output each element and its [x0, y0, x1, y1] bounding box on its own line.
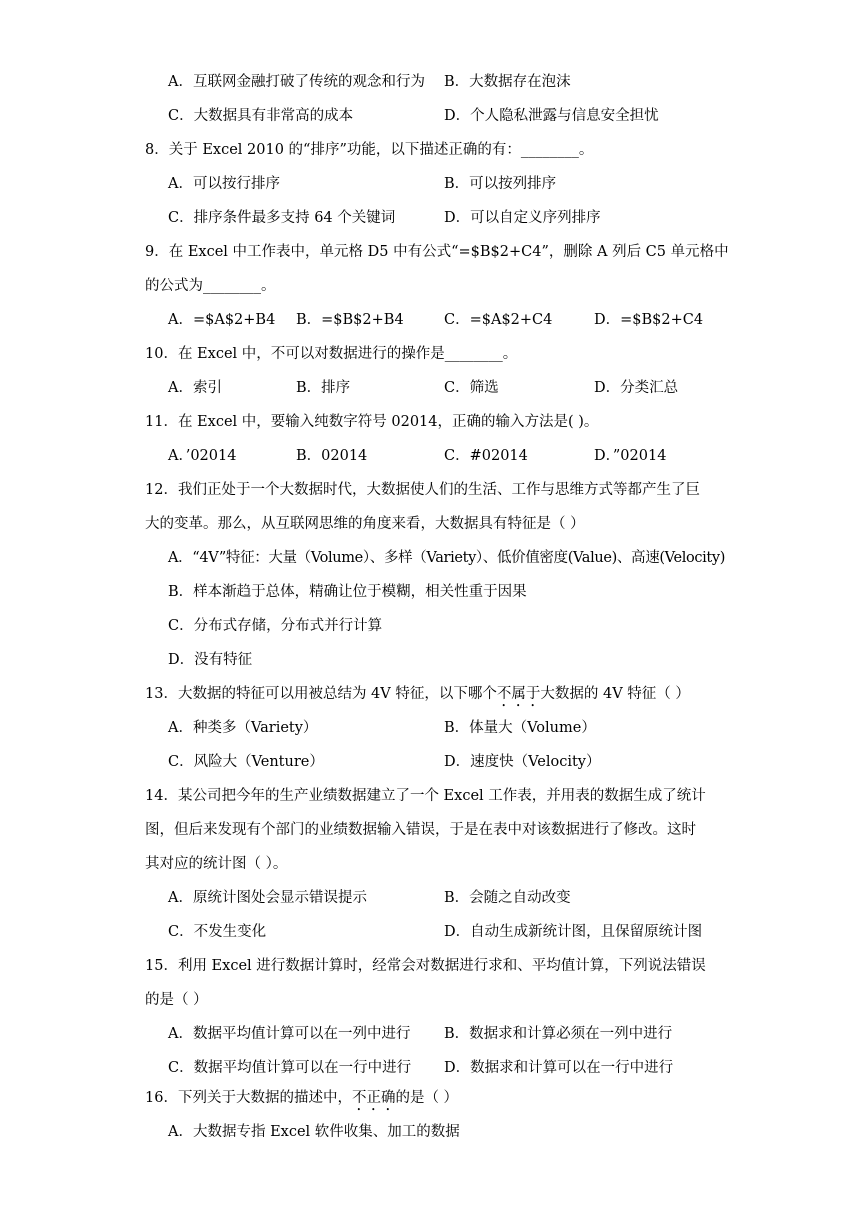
q12-option-a-row [0, 541, 860, 575]
q14-options-row-2 [0, 915, 860, 949]
q9-option-a: A．=$A$2+B4 [168, 312, 276, 328]
q13-text [145, 677, 690, 711]
q15-text-1: 15．利用 Excel 进行数据计算时，经常会对数据进行求和、平均值计算，下列说法错误 [145, 958, 706, 974]
q11-option-b: B．02014 [296, 448, 368, 464]
q13-stem [0, 677, 860, 711]
q13-options-row-1 [0, 711, 860, 745]
q14-text-3: 其对应的统计图（ ）。 [145, 856, 288, 872]
q10-options [0, 371, 860, 405]
q8-option-d: D．可以自定义序列排序 [444, 210, 601, 226]
q10-option-a: A．索引 [168, 380, 222, 396]
q16-stem [0, 1081, 860, 1115]
q11-stem [0, 405, 860, 439]
q13-emphasis: 不属于 [496, 686, 541, 702]
q9-option-b: B．=$B$2+B4 [296, 312, 404, 328]
q12-stem-line-2 [0, 507, 860, 541]
q7-option-b: B．大数据存在泡沫 [444, 74, 571, 90]
q16-text-pre: 16．下列关于大数据的描述中， [145, 1090, 352, 1106]
q15-text-2: 的是（ ） [145, 992, 208, 1008]
q16-text-post: 的是（ ） [395, 1090, 459, 1106]
q14-option-d: D．自动生成新统计图，且保留原统计图 [444, 924, 703, 940]
q9-stem-line-1 [0, 235, 860, 269]
q11-option-d: D．”02014 [594, 448, 667, 464]
q9-text-1: 9．在 Excel 中工作表中，单元格 D5 中有公式“=$B$2+C4”，删除 A 列后 C5 单元格中 [145, 244, 729, 260]
q15-option-d: D．数据求和计算可以在一行中进行 [444, 1060, 674, 1076]
q14-stem-line-1 [0, 779, 860, 813]
q12-option-b: B．样本渐趋于总体，精确让位于模糊，相关性重于因果 [168, 584, 527, 600]
q8-option-b: B．可以按列排序 [444, 176, 557, 192]
q15-option-b: B．数据求和计算必须在一列中进行 [444, 1026, 673, 1042]
q7-options-row-2 [0, 99, 860, 133]
q15-option-a: A．数据平均值计算可以在一列中进行 [168, 1026, 411, 1042]
q13-text-pre: 13．大数据的特征可以用被总结为 4V 特征，以下哪个 [145, 686, 497, 702]
q12-option-d-row [0, 643, 860, 677]
q12-option-c: C．分布式存储，分布式并行计算 [168, 618, 383, 634]
q9-option-d: D．=$B$2+C4 [594, 312, 704, 328]
q7-options-row-1 [0, 65, 860, 99]
q8-options-row-1 [0, 167, 860, 201]
q9-stem-line-2 [0, 269, 860, 303]
q14-options-row-1 [0, 881, 860, 915]
q13-option-b: B．体量大（Volume） [444, 720, 596, 736]
q12-option-c-row [0, 609, 860, 643]
q16-option-a-row [0, 1115, 860, 1149]
q7-option-a: A．互联网金融打破了传统的观念和行为 [168, 74, 425, 90]
q15-stem-line-1 [0, 949, 860, 983]
q13-options-row-2 [0, 745, 860, 779]
q12-stem-line-1 [0, 473, 860, 507]
q13-option-a: A．种类多（Variety） [168, 720, 318, 736]
q10-option-b: B．排序 [296, 380, 351, 396]
q14-option-a: A．原统计图处会显示错误提示 [168, 890, 367, 906]
q14-text-2: 图，但后来发现有个部门的业绩数据输入错误，于是在表中对该数据进行了修改。这时 [145, 822, 696, 838]
q11-text: 11．在 Excel 中，要输入纯数字符号 02014，正确的输入方法是( )。 [145, 414, 599, 430]
q10-stem [0, 337, 860, 371]
q15-option-c: C．数据平均值计算可以在一行中进行 [168, 1060, 412, 1076]
q14-stem-line-2 [0, 813, 860, 847]
q10-option-d: D．分类汇总 [594, 380, 679, 396]
q10-text: 10．在 Excel 中，不可以对数据进行的操作是________。 [145, 346, 518, 362]
q11-option-c: C．#02014 [444, 448, 528, 464]
q14-text-1: 14．某公司把今年的生产业绩数据建立了一个 Excel 工作表，并用表的数据生成了统计 [145, 788, 706, 804]
q9-text-2: 的公式为________。 [145, 278, 276, 294]
q8-stem [0, 133, 860, 167]
q15-options-row-1 [0, 1017, 860, 1051]
q14-stem-line-3 [0, 847, 860, 881]
q16-text [145, 1081, 458, 1115]
q11-options [0, 439, 860, 473]
q12-option-a: A．“4V”特征：大量（Volume）、多样（Variety）、低价值密度(Value)、高速(Velocity) [168, 550, 726, 566]
q12-text-1: 12．我们正处于一个大数据时代，大数据使人们的生活、工作与思维方式等都产生了巨 [145, 482, 700, 498]
q14-option-c: C．不发生变化 [168, 924, 267, 940]
q15-stem-line-2 [0, 983, 860, 1017]
q14-option-b: B．会随之自动改变 [444, 890, 571, 906]
q13-option-d: D．速度快（Velocity） [444, 754, 601, 770]
q12-option-d: D．没有特征 [168, 652, 253, 668]
q13-text-post: 大数据的 4V 特征（ ） [540, 686, 690, 702]
q8-options-row-2 [0, 201, 860, 235]
q7-option-d: D．个人隐私泄露与信息安全担忧 [444, 108, 659, 124]
q7-option-c: C．大数据具有非常高的成本 [168, 108, 354, 124]
q8-text: 8．关于 Excel 2010 的“排序”功能，以下描述正确的有：________。 [145, 142, 594, 158]
q10-option-c: C．筛选 [444, 380, 499, 396]
q8-option-c: C．排序条件最多支持 64 个关键词 [168, 210, 396, 226]
q12-option-b-row [0, 575, 860, 609]
q16-option-a: A．大数据专指 Excel 软件收集、加工的数据 [168, 1124, 460, 1140]
q16-emphasis: 不正确 [351, 1090, 396, 1106]
q13-option-c: C．风险大（Venture） [168, 754, 324, 770]
q9-option-c: C．=$A$2+C4 [444, 312, 553, 328]
q8-option-a: A．可以按行排序 [168, 176, 280, 192]
q11-option-a: A．’02014 [168, 448, 237, 464]
q15-options-row-2 [0, 1051, 860, 1085]
q12-text-2: 大的变革。那么，从互联网思维的角度来看，大数据具有特征是（ ） [145, 516, 585, 532]
q9-options [0, 303, 860, 337]
